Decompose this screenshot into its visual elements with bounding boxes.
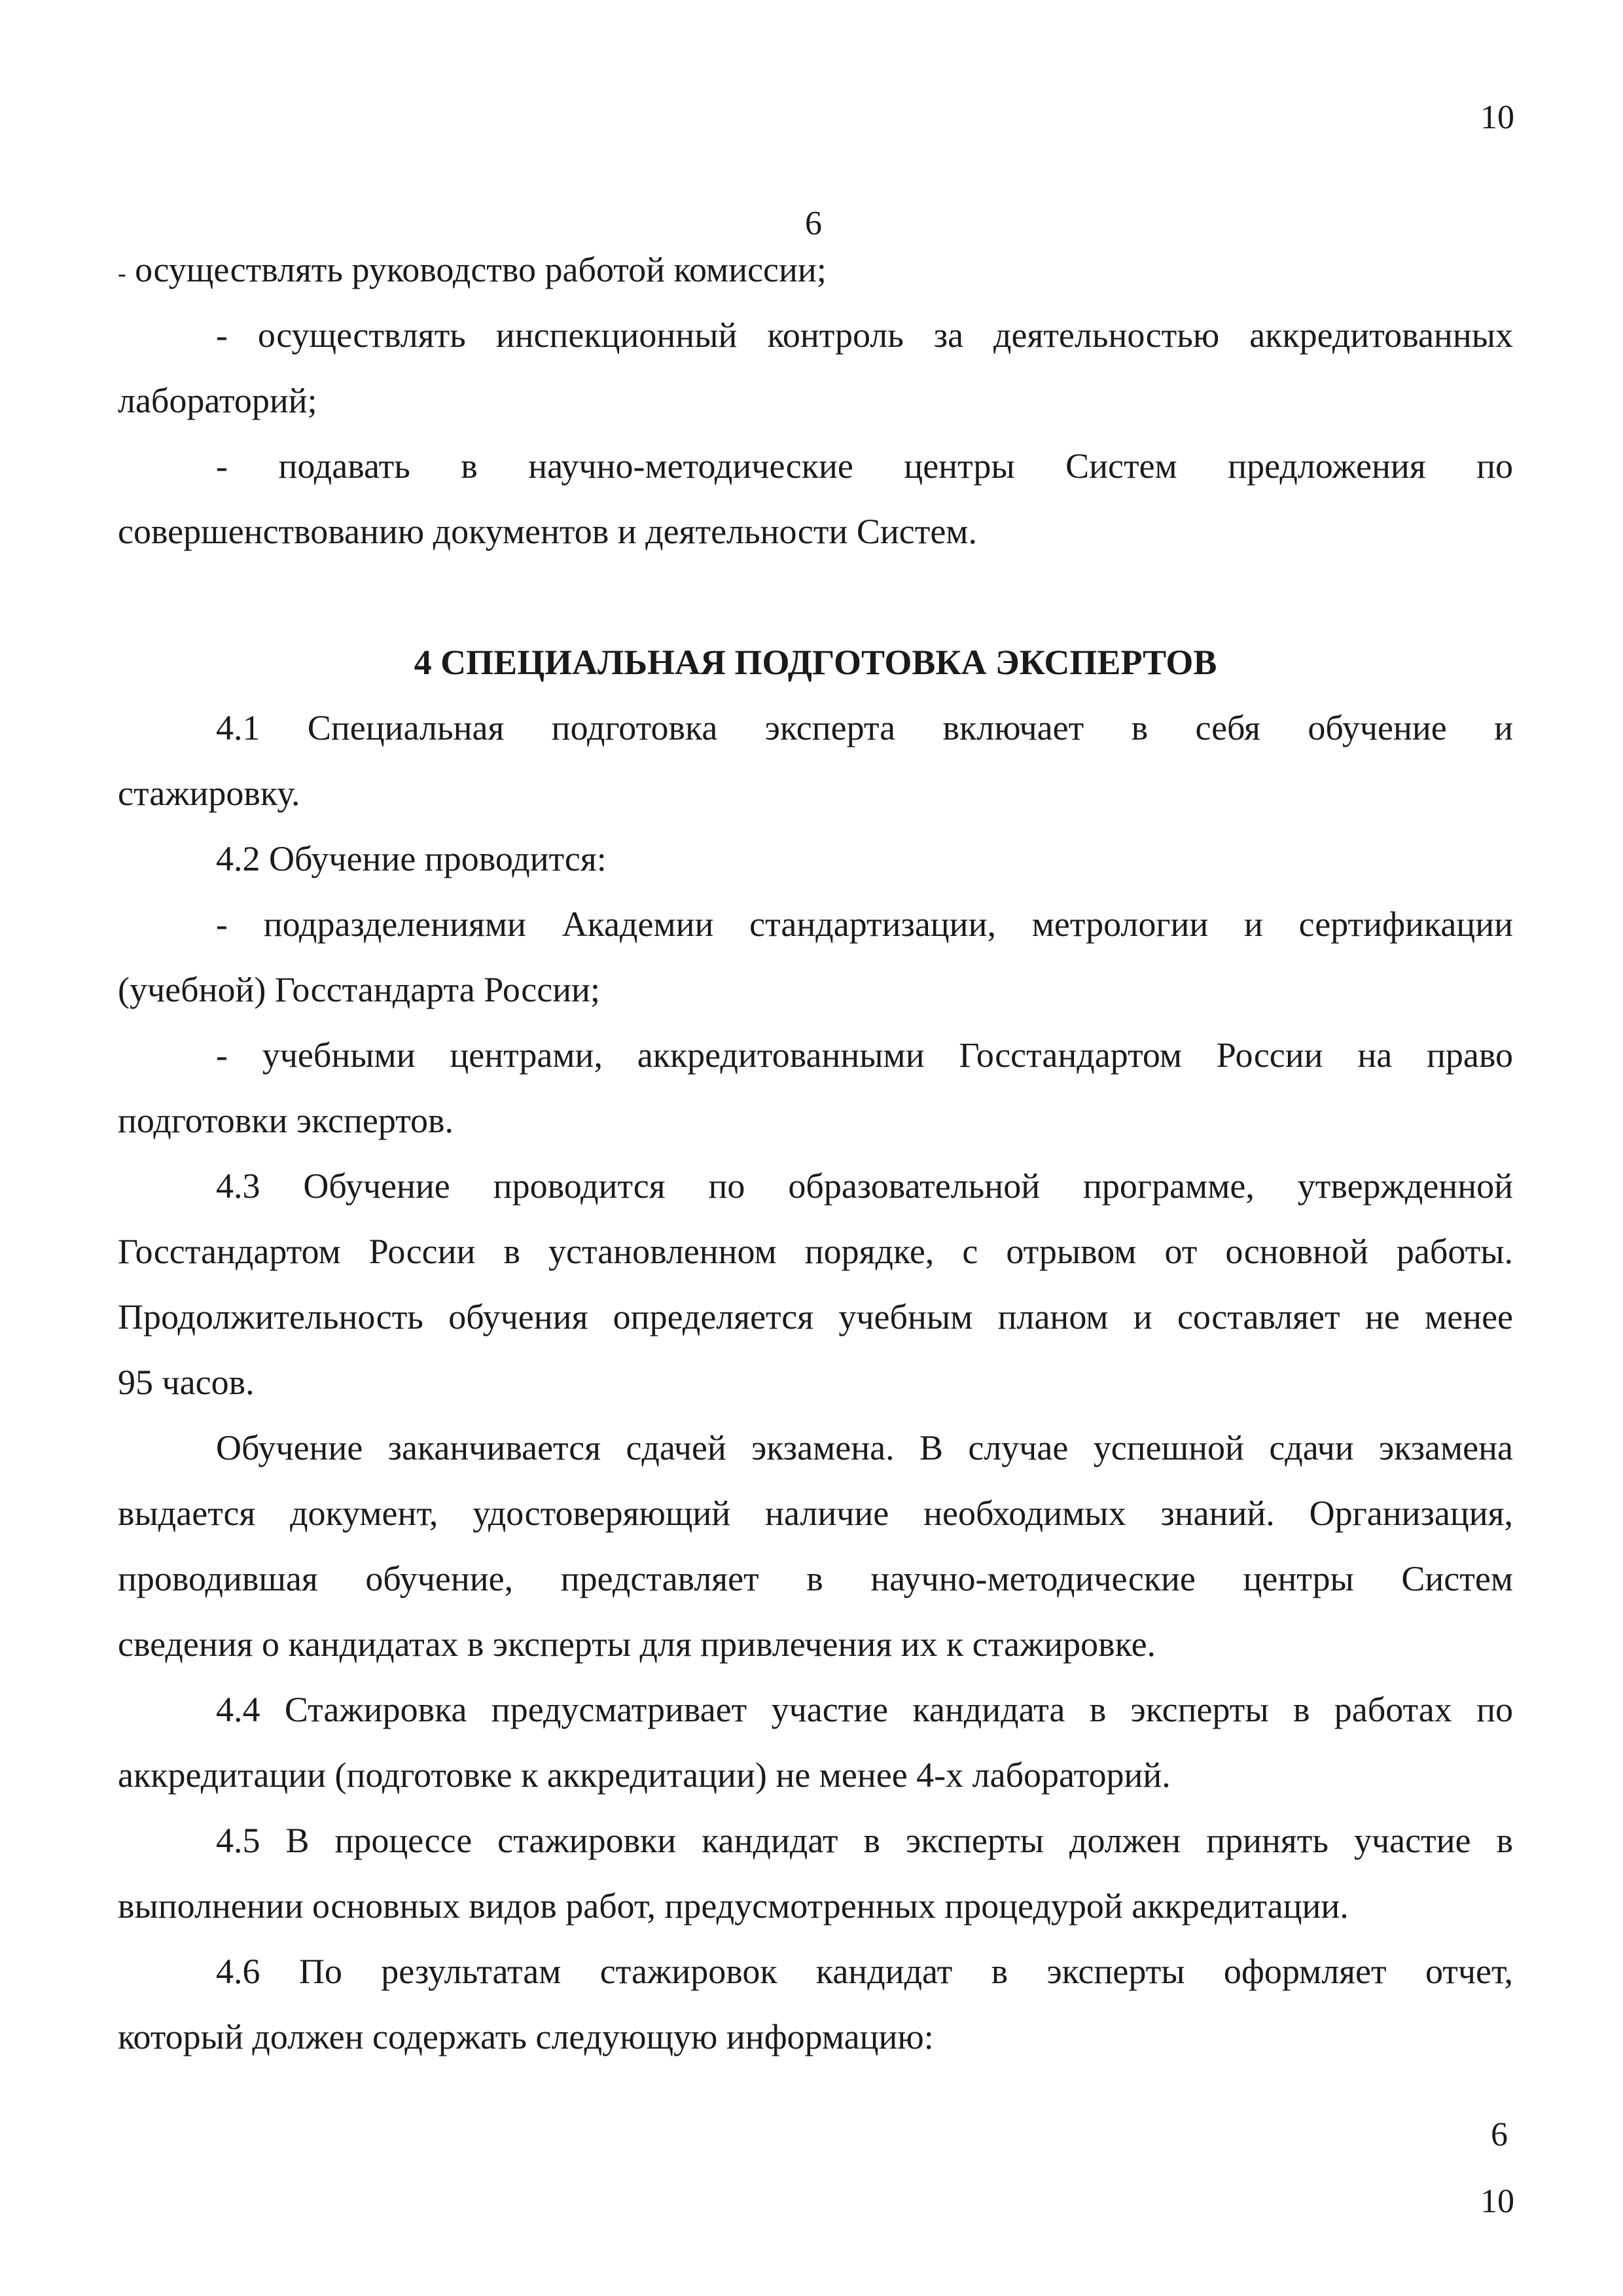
list-dash: - [118, 260, 126, 287]
paragraph-line: подготовки экспертов. [118, 1101, 454, 1140]
paragraph-line: совершенствованию документов и деятельности Систем. [118, 512, 977, 551]
list-item-line: - подразделениями Академии стандартизации, метрологии и сертификации [216, 905, 1513, 944]
paragraph-line: проводившая обучение, представляет в научно-методические центры Систем [118, 1559, 1513, 1598]
paragraph-line: 95 часов. [118, 1363, 255, 1402]
list-item-line [118, 237, 1513, 306]
paragraph-line: аккредитации (подготовке к аккредитации) не менее 4-х лабораторий. [118, 1755, 1171, 1795]
paragraph-line: 4.2 Обучение проводится: [216, 839, 607, 878]
paragraph-line: 4.4 Стажировка предусматривает участие кандидата в эксперты в работах по [216, 1690, 1513, 1729]
paragraph-line: выполнении основных видов работ, предусмотренных процедурой аккредитации. [118, 1886, 1349, 1926]
paragraph-line: 4.5 В процессе стажировки кандидат в эксперты должен принять участие в [216, 1821, 1513, 1860]
paragraph-line: 4.1 Специальная подготовка эксперта включает в себя обучение и [216, 708, 1513, 747]
paragraph-line: Продолжительность обучения определяется учебным планом и составляет не менее [118, 1297, 1513, 1336]
paragraph-line: 4.3 Обучение проводится по образовательной программе, утвержденной [216, 1166, 1513, 1206]
list-item-line: - осуществлять инспекционный контроль за деятельностью аккредитованных [216, 315, 1513, 355]
page-number-bottom-first: 6 [1491, 2116, 1508, 2153]
paragraph-line: лабораторий; [118, 381, 317, 420]
list-item-text: осуществлять руководство работой комиссии; [135, 250, 827, 289]
page-number-top-center: 6 [805, 205, 822, 242]
paragraph-line: Обучение заканчивается сдачей экзамена. В случае успешной сдачи экзамена [216, 1428, 1513, 1467]
page-number-bottom-second: 10 [1480, 2183, 1514, 2220]
paragraph-line: (учебной) Госстандарта России; [118, 970, 600, 1009]
paragraph-line: Госстандартом России в установленном порядке, с отрывом от основной работы. [118, 1232, 1513, 1271]
paragraph-line: стажировку. [118, 774, 300, 813]
page-number-top-right: 10 [1480, 99, 1514, 136]
section-heading: 4 СПЕЦИАЛЬНАЯ ПОДГОТОВКА ЭКСПЕРТОВ [414, 643, 1217, 682]
paragraph-line: который должен содержать следующую информацию: [118, 2017, 934, 2056]
paragraph-line: выдается документ, удостоверяющий наличие необходимых знаний. Организация, [118, 1494, 1513, 1533]
list-item-line: - учебными центрами, аккредитованными Госстандартом России на право [216, 1035, 1513, 1075]
paragraph-line: сведения о кандидатах в эксперты для привлечения их к стажировке. [118, 1624, 1156, 1664]
paragraph-line: 4.6 По результатам стажировок кандидат в эксперты оформляет отчет, [216, 1952, 1513, 1991]
list-item-line: - подавать в научно-методические центры Систем предложения по [216, 446, 1513, 486]
